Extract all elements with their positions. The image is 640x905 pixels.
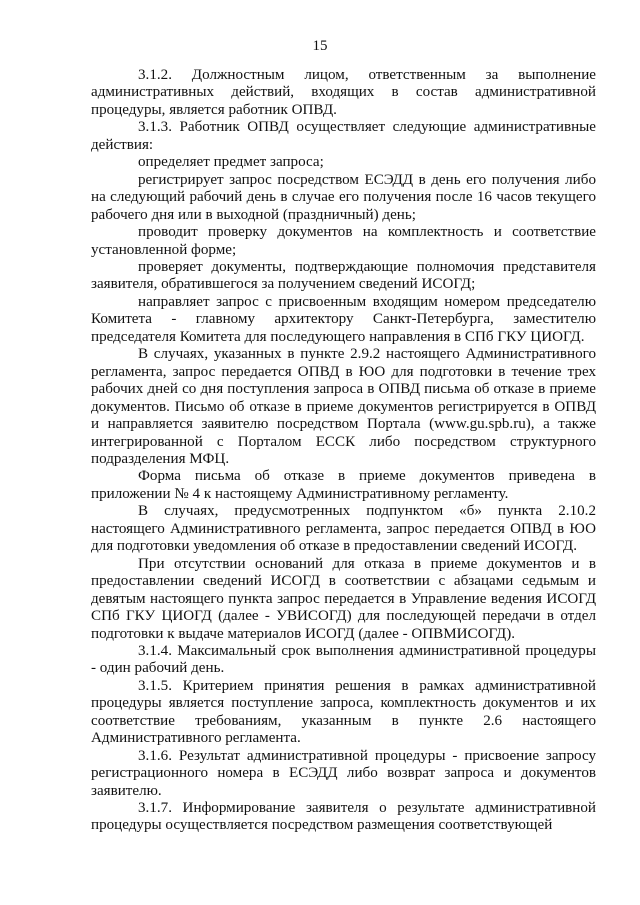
action-item: проверяет документы, подтверждающие полномочия представителя заявителя, обратившегося за получением сведений ИСОГД; [91, 258, 596, 293]
paragraph-refusal-cases: В случаях, указанных в пункте 2.9.2 настоящего Административного регламента, запрос передается ОПВД в ЮО для подготовки в течение трех рабочих дней со дня поступления запроса в ОПВД письма об отказе в приеме документов. Письмо об отказе в приеме документов регистрируется в ОПВД и направляется заявителю посредством Портала (www.gu.spb.ru), а также интегрированной с Порталом ЕССК либо посредством структурного подразделения МФЦ. [91, 346, 596, 467]
action-item: регистрирует запрос посредством ЕСЭДД в день его получения либо на следующий рабочий день в случае его получения после 16 часов текущего рабочего дня или в выходной (праздничный) день; [91, 171, 596, 223]
paragraph-3-1-3: 3.1.3. Работник ОПВД осуществляет следующие административные действия: [91, 119, 596, 153]
paragraph-no-grounds: При отсутствии оснований для отказа в приеме документов и в предоставлении сведений ИСОГД в соответствии с абзацами седьмым и девятым настоящего пункта запрос передается в Управление ведения ИСОГД СПб ГКУ ЦИОГД (далее - УВИСОГД) для последующей передачи в отдел подготовки к выдаче материалов ИСОГД (далее - ОПВМИСОГД). [91, 555, 596, 642]
page-number: 15 [312, 38, 328, 54]
paragraph-3-1-7: 3.1.7. Информирование заявителя о результате административной процедуры осуществляется посредством размещения соответствующей [91, 800, 596, 834]
paragraph-3-1-6: 3.1.6. Результат административной процедуры - присвоение запросу регистрационного номера в ЕСЭДД либо возврат запроса и документов заявителю. [91, 747, 596, 799]
document-body [91, 67, 596, 835]
paragraph-3-1-2: 3.1.2. Должностным лицом, ответственным за выполнение административных действий, входящих в состав административной процедуры, является работник ОПВД. [91, 67, 596, 118]
paragraph-3-1-4: 3.1.4. Максимальный срок выполнения административной процедуры - один рабочий день. [91, 642, 596, 677]
action-item: направляет запрос с присвоенным входящим номером председателю Комитета - главному архитектору Санкт-Петербурга, заместителю председателя Комитета для последующего направления в СПб ГКУ ЦИОГД. [91, 293, 596, 345]
action-item: определяет предмет запроса; [138, 154, 324, 171]
action-item: проводит проверку документов на комплектность и соответствие установленной форме; [91, 224, 596, 258]
paragraph-3-1-5: 3.1.5. Критерием принятия решения в рамках административной процедуры является поступление запроса, комплектность документов и их соответствие требованиям, указанным в пункте 2.6 настоящего Административного регламента. [91, 677, 596, 747]
paragraph-notification-cases: В случаях, предусмотренных подпунктом «б» пункта 2.10.2 настоящего Административного регламента, запрос передается ОПВД в ЮО для подготовки уведомления об отказе в предоставлении сведений ИСОГД. [91, 503, 596, 555]
paragraph-refusal-form: Форма письма об отказе в приеме документов приведена в приложении № 4 к настоящему Административному регламенту. [91, 468, 596, 502]
